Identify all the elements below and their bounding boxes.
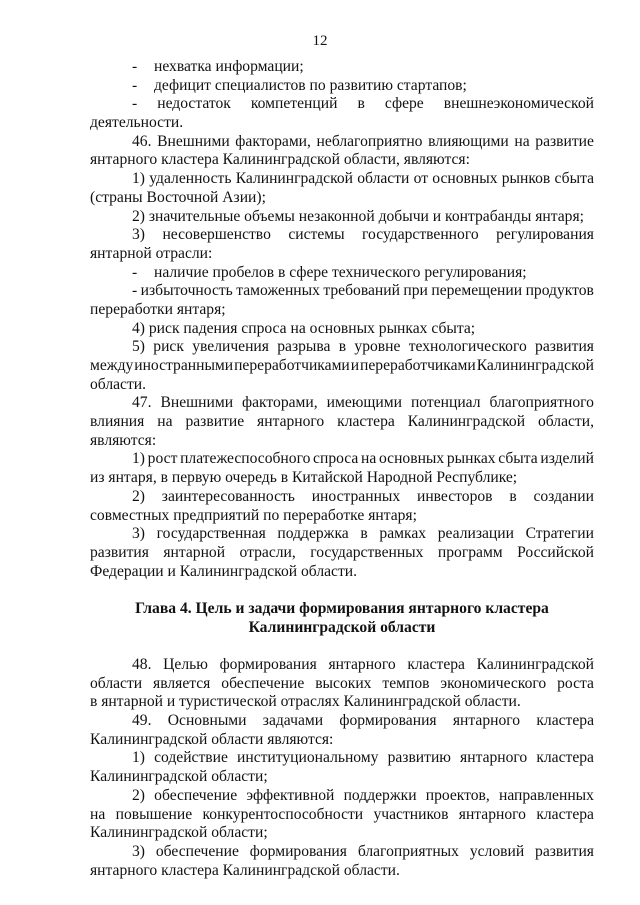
bullet-item <box>90 95 594 132</box>
text-line: Калининградской области являются: <box>90 730 334 748</box>
dash-marker: - <box>132 263 138 281</box>
text-line: 3) государственная поддержка в рамках реализации Стратегии <box>132 525 594 543</box>
text-line: 5) риск увеличения разрыва в уровне технологического развития <box>132 338 594 356</box>
text-line: 2) заинтересованность иностранных инвесторов в создании <box>132 487 594 505</box>
paragraph <box>90 170 594 207</box>
text-line: области является обеспечение высоких темпов экономического роста <box>90 674 594 692</box>
text-line: 1) рост платежеспособного спроса на основных рынках сбыта изделий <box>132 450 594 468</box>
text-line: 1) содействие институциональному развитию янтарного кластера <box>132 749 594 767</box>
text-line: деятельности. <box>90 114 184 132</box>
paragraph <box>90 320 594 339</box>
text-line: - недостаток компетенций в сфере внешнеэкономической <box>132 95 594 113</box>
text-line: влияния на развитие янтарного кластера Калининградской области, <box>90 413 594 431</box>
document-body <box>90 58 594 880</box>
paragraph <box>90 712 594 749</box>
text-line: на повышение конкурентоспособности участников янтарного кластера <box>90 805 594 823</box>
page-number: 12 <box>312 33 328 49</box>
text-line: янтарного кластера Калининградской области. <box>90 861 400 879</box>
chapter-heading <box>90 600 594 637</box>
paragraph <box>90 843 594 880</box>
paragraph <box>90 338 594 394</box>
text-line: 2) обеспечение эффективной поддержки проектов, направленных <box>132 786 594 804</box>
paragraph <box>90 749 594 786</box>
text-line: 48. Целью формирования янтарного кластера Калининградской <box>132 656 594 674</box>
dash-marker: - <box>132 58 138 75</box>
text-line: области. <box>90 375 147 393</box>
text-line: развития янтарной отрасли, государственных программ Российской <box>90 543 594 561</box>
paragraph <box>90 394 594 450</box>
text-line: 49. Основными задачами формирования янтарного кластера <box>132 712 594 730</box>
text-line: из янтаря, в первую очередь в Китайской Народной Республике; <box>90 469 518 487</box>
text-line: Калининградской области; <box>90 824 268 842</box>
paragraph <box>90 656 594 712</box>
text-line: переработки янтаря; <box>90 300 226 318</box>
text-line: 3) обеспечение формирования благоприятных условий развития <box>132 842 594 860</box>
text-line: (страны Восточной Азии); <box>90 188 266 206</box>
bullet-item <box>90 264 594 283</box>
text-line: Федерации и Калининградской области. <box>90 562 358 580</box>
paragraph <box>90 488 594 525</box>
paragraph <box>90 787 594 843</box>
text-line: янтарного кластера Калининградской области, являются: <box>90 151 470 169</box>
text-line: между иностранными переработчиками и переработчиками Калининградской <box>90 357 594 374</box>
text-line: Калининградской области; <box>90 768 268 786</box>
heading-line: Калининградской области <box>248 618 436 636</box>
text-line: 46. Внешними факторами, неблагоприятно влияющими на развитие <box>132 132 594 150</box>
text-line: - нехватка информации; <box>132 58 304 75</box>
paragraph <box>90 525 594 581</box>
text-line: - наличие пробелов в сфере технического регулирования; <box>132 263 527 281</box>
bullet-item <box>90 58 594 77</box>
text-line: янтарной отрасли: <box>90 244 213 262</box>
text-line: - дефицит специалистов по развитию стартапов; <box>132 76 467 94</box>
paragraph <box>90 226 594 263</box>
dash-marker: - <box>132 282 138 300</box>
text-line: 1) удаленность Калининградской области от основных рынков сбыта <box>132 170 594 188</box>
bullet-item <box>90 77 594 96</box>
text-line: 2) значительные объемы незаконной добычи и контрабанды янтаря; <box>132 207 584 225</box>
bullet-item <box>90 282 594 319</box>
text-line: в янтарной и туристической отраслях Калининградской области. <box>90 693 521 711</box>
text-line: совместных предприятий по переработке янтаря; <box>90 506 417 524</box>
dash-marker: - <box>132 95 138 113</box>
text-line: являются: <box>90 431 157 449</box>
paragraph <box>90 450 594 487</box>
heading-line: Глава 4. Цель и задачи формирования янтарного кластера <box>135 599 549 617</box>
paragraph <box>90 133 594 170</box>
paragraph <box>90 208 594 227</box>
dash-marker: - <box>132 76 138 94</box>
text-line: 4) риск падения спроса на основных рынках сбыта; <box>132 319 476 337</box>
text-line: 47. Внешними факторами, имеющими потенциал благоприятного <box>132 394 594 412</box>
text-line: - избыточность таможенных требований при перемещении продуктов <box>132 282 594 300</box>
text-line: 3) несовершенство системы государственного регулирования <box>132 226 594 244</box>
